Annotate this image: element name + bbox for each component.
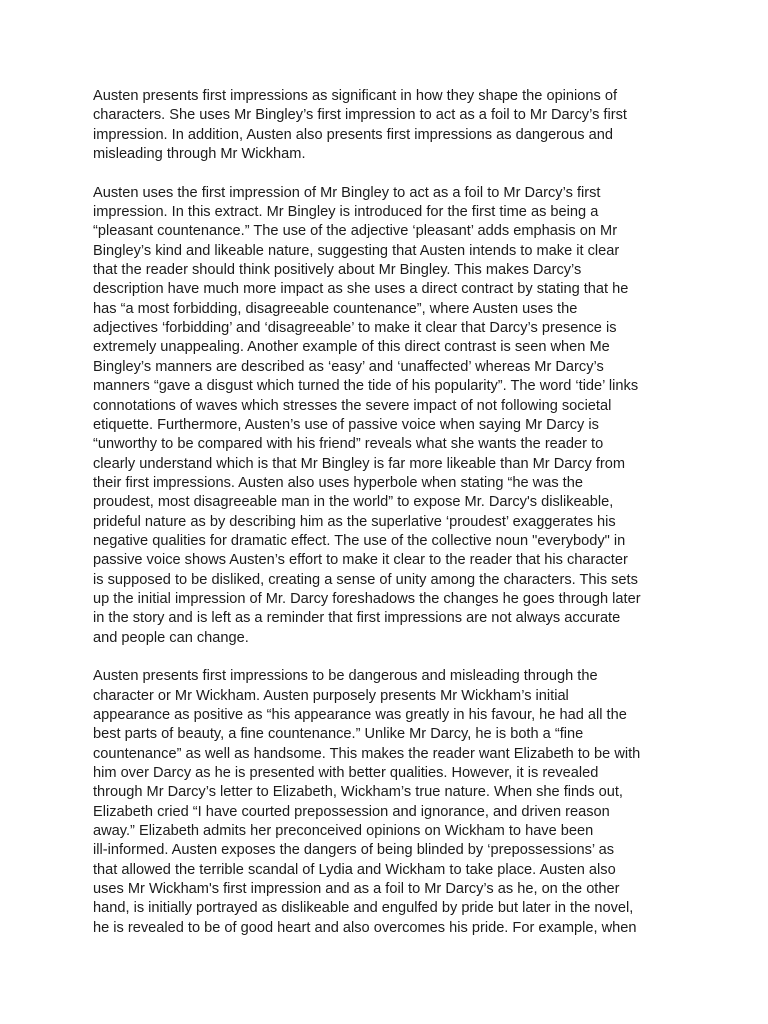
text-line: connotations of waves which stresses the severe impact of not following societal — [93, 397, 612, 414]
text-line: passive voice shows Austen’s effort to make it clear to the reader that his character — [93, 552, 628, 569]
text-line: impression. In this extract. Mr Bingley is introduced for the first time as being a — [93, 204, 599, 221]
text-line: characters. She uses Mr Bingley’s first impression to act as a foil to Mr Darcy’s first — [93, 107, 627, 124]
text-line: has “a most forbidding, disagreeable countenance”, where Austen uses the — [93, 300, 578, 317]
text-line: countenance” as well as handsome. This makes the reader want Elizabeth to be with — [93, 745, 641, 762]
text-line: up the initial impression of Mr. Darcy foreshadows the changes he goes through later — [93, 590, 641, 607]
text-line: proudest, most disagreeable man in the world” to expose Mr. Darcy's dislikeable, — [93, 494, 614, 511]
paragraph-3 — [93, 667, 683, 938]
text-line: manners “gave a disgust which turned the tide of his popularity”. The word ‘tide’ links — [93, 378, 639, 395]
text-line: misleading through Mr Wickham. — [93, 146, 306, 163]
text-line: is supposed to be disliked, creating a sense of unity among the characters. This sets — [93, 571, 638, 588]
paragraph-1 — [93, 87, 683, 164]
text-line: extremely unappealing. Another example of this direct contrast is seen when Me — [93, 339, 610, 356]
text-line: hand, is initially portrayed as dislikeable and engulfed by pride but later in the novel, — [93, 900, 634, 917]
text-line: him over Darcy as he is presented with better qualities. However, it is revealed — [93, 765, 599, 782]
text-line: uses Mr Wickham's first impression and as a foil to Mr Darcy’s as he, on the other — [93, 881, 620, 898]
text-line: that allowed the terrible scandal of Lydia and Wickham to take place. Austen also — [93, 861, 616, 878]
text-line: and people can change. — [93, 629, 249, 646]
essay-body — [93, 87, 683, 957]
text-line: Bingley’s kind and likeable nature, suggesting that Austen intends to make it clear — [93, 242, 620, 259]
text-line: ill-informed. Austen exposes the dangers of being blinded by ‘prepossessions’ as — [93, 842, 615, 859]
text-line: he is revealed to be of good heart and also overcomes his pride. For example, when — [93, 919, 637, 936]
text-line: character or Mr Wickham. Austen purposely presents Mr Wickham’s initial — [93, 687, 569, 704]
text-line: that the reader should think positively about Mr Bingley. This makes Darcy’s — [93, 262, 582, 279]
text-line: “unworthy to be compared with his friend” reveals what she wants the reader to — [93, 436, 604, 453]
text-line: clearly understand which is that Mr Bingley is far more likeable than Mr Darcy from — [93, 455, 626, 472]
text-line: negative qualities for dramatic effect. The use of the collective noun "everybody" in — [93, 532, 626, 549]
text-line: their first impressions. Austen also uses hyperbole when stating “he was the — [93, 474, 583, 491]
text-line: through Mr Darcy’s letter to Elizabeth, Wickham’s true nature. When she finds out, — [93, 784, 623, 801]
paragraph-2 — [93, 184, 683, 648]
text-line: prideful nature as by describing him as the superlative ‘proudest’ exaggerates his — [93, 513, 616, 530]
text-line: Austen uses the first impression of Mr Bingley to act as a foil to Mr Darcy’s first — [93, 184, 601, 201]
text-line: adjectives ‘forbidding’ and ‘disagreeable’ to make it clear that Darcy’s presence is — [93, 320, 617, 337]
text-line: Austen presents first impressions to be dangerous and misleading through the — [93, 668, 598, 685]
text-line: away.” Elizabeth admits her preconceived opinions on Wickham to have been — [93, 823, 594, 840]
text-line: description have much more impact as she uses a direct contract by stating that he — [93, 281, 629, 298]
text-line: etiquette. Furthermore, Austen’s use of passive voice when saying Mr Darcy is — [93, 416, 599, 433]
text-line: in the story and is left as a reminder that first impressions are not always accurate — [93, 610, 621, 627]
text-line: impression. In addition, Austen also presents first impressions as dangerous and — [93, 126, 613, 143]
text-line: Austen presents first impressions as significant in how they shape the opinions of — [93, 88, 618, 104]
text-line: “pleasant countenance.” The use of the adjective ‘pleasant’ adds emphasis on Mr — [93, 223, 618, 240]
text-line: best parts of beauty, a fine countenance.” Unlike Mr Darcy, he is both a “fine — [93, 726, 584, 743]
text-line: Bingley’s manners are described as ‘easy’ and ‘unaffected’ whereas Mr Darcy’s — [93, 358, 604, 375]
text-line: Elizabeth cried “I have courted prepossession and ignorance, and driven reason — [93, 803, 610, 820]
text-line: appearance as positive as “his appearance was greatly in his favour, he had all the — [93, 707, 627, 723]
